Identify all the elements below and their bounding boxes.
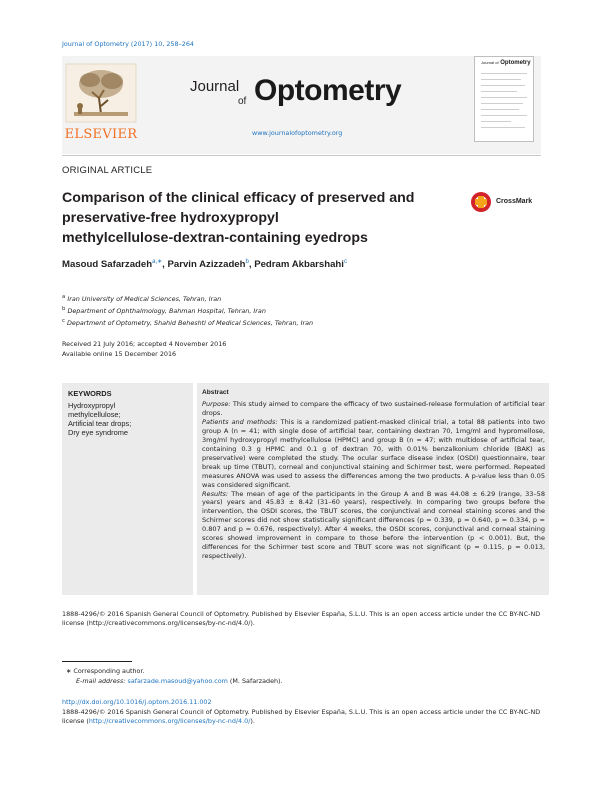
license-notice: 1888-4296/© 2016 Spanish General Council of Optometry. Published by Elsevier España, S.L.U. This is an open access article under the CC BY-NC-ND license (http://creativecommons.org/licenses/by-nc-nd/4.0/). [62,708,541,726]
journal-logo [190,74,430,112]
keyword-item: Hydroxypropyl [68,401,116,410]
title-line: Comparison of the clinical efficacy of preserved and [62,190,415,206]
abstract-box [197,383,549,595]
journal-logo-optometry: Optometry [254,74,402,107]
author-sup[interactable]: a,∗ [152,259,163,265]
cover-title: Journal of Optometry [481,60,531,66]
copyright-notice: 1888-4296/© 2016 Spanish General Council of Optometry. Published by Elsevier España, S.L.U. This is an open access article under the CC BY-NC-ND license (http://creativecommons.org/licenses/by-nc-nd/4.0/). [62,610,541,627]
elsevier-tree-logo [64,62,138,124]
journal-url-link[interactable]: www.journalofoptometry.org [252,129,343,137]
article-title [62,188,462,248]
keywords-box [62,383,193,595]
abstract-body [202,400,545,561]
author-name[interactable]: Masoud Safarzadeh [62,259,153,271]
affiliation-c: $^c$ Department of Optometry, Shahid Beheshti of Medical Sciences, Tehran, Iran [62,318,314,328]
keyword-item: Dry eye syndrome [68,428,128,437]
header-divider [62,155,541,156]
license-link[interactable]: http://creativecommons.org/licenses/by-nc-nd/4.0/ [88,717,251,726]
crossmark-label: CrossMark [496,198,533,205]
journal-cover-thumbnail [474,56,534,142]
corresponding-author-note: ∗ Corresponding author. [66,667,145,675]
journal-citation: Journal of Optometry (2017) 10, 258–264 [62,40,194,48]
journal-logo-journal: Journal [190,78,240,95]
received-date: Received 21 July 2016; accepted 4 November 2016 [62,340,227,348]
keywords-heading: KEYWORDS [68,389,112,398]
author-sup[interactable]: c [343,259,347,265]
abstract-purpose: Purpose: This study aimed to compare the efficacy of two sustained-release formulation of artificial tear drops. [202,400,545,417]
email-link[interactable]: safarzade.masoud@yahoo.com [127,677,228,685]
doi-link[interactable]: http://dx.doi.org/10.1016/j.optom.2016.11.002 [62,698,212,706]
abstract-methods: Patients and methods: This is a randomized patient-masked clinical trial, a total 88 patients into two group A (n = 41; with single dose of artificial tear, containing dextran 70, 1mg/ml and hypromellose, 3mg/ml hydroxypropyl methylcellulose (HPMC) and group B (n = 47; with multidose of artificial tear, containing 0.3 g HPMC and 0.1 g of dextran 70, with 0.01% benzalkonium chloride (BAK) as preservative) were completed the study. The ocular surface disease index (OSDI) questionnaire, tear break up time (TBUT), corneal and conjunctival staining and Schirmer test, were performed. Repeated measures ANOVA was used to assess the differences among the two products. A p-value less than 0.05 was considered significant. [202,417,545,489]
title-line: methylcellulose-dextran-containing eyedrops [62,230,368,246]
affiliation-b: $^b$ Department of Ophthalmology, Bahman Hospital, Tehran, Iran [62,306,266,316]
abstract-results: Results: The mean of age of the participants in the Group A and B was 44.08 ± 6.29 (range, 33–58 years) years and 45.83 ± 8.42 (31–60 years), respectively. In comparing two groups before the intervention, the OSDI scores, the TBUT scores, the conjunctival and corneal staining scores and the Schirmer scores did not show statistically significant differences (p = 0.339, p = 0.640, p = 0.334, p = 0.807 and p = 0.676, respectively). After 4 weeks, the OSDI scores, conjunctival and corneal staining scores showed improvement in compare to those before the intervention (p < 0.001). But, the differences for the Schirmer test score and TBUT score was not significant (p = 0.115, p = 0.013, respectively). [202,489,545,561]
keyword-item: Artificial tear drops; [68,419,132,428]
journal-logo-of: of [238,96,247,107]
author-name[interactable]: Pedram Akbarshahi [254,259,344,271]
elsevier-wordmark: ELSEVIER [64,127,138,142]
available-date: Available online 15 December 2016 [62,350,177,358]
abstract-heading: Abstract [202,389,229,396]
author-name[interactable]: Parvin Azizzadeh [167,259,246,271]
email-note: E-mail address: safarzade.masoud@yahoo.com (M. Safarzadeh). [76,677,283,685]
crossmark-icon [470,190,492,214]
author-list: Masoud Safarzadeh$^{a,∗}$, Parvin Azizzadeh$^b$, Pedram Akbarshahi$^c$ [62,259,347,271]
keyword-item: methylcellulose; [68,410,121,419]
article-type: ORIGINAL ARTICLE [62,165,153,176]
footnote-rule [62,661,132,662]
affiliation-a: $^a$ Iran University of Medical Sciences, Tehran, Iran [62,294,222,304]
title-line: preservative-free hydroxypropyl [62,210,279,226]
crossmark-badge[interactable] [470,190,560,216]
author-sup[interactable]: b [245,259,249,265]
